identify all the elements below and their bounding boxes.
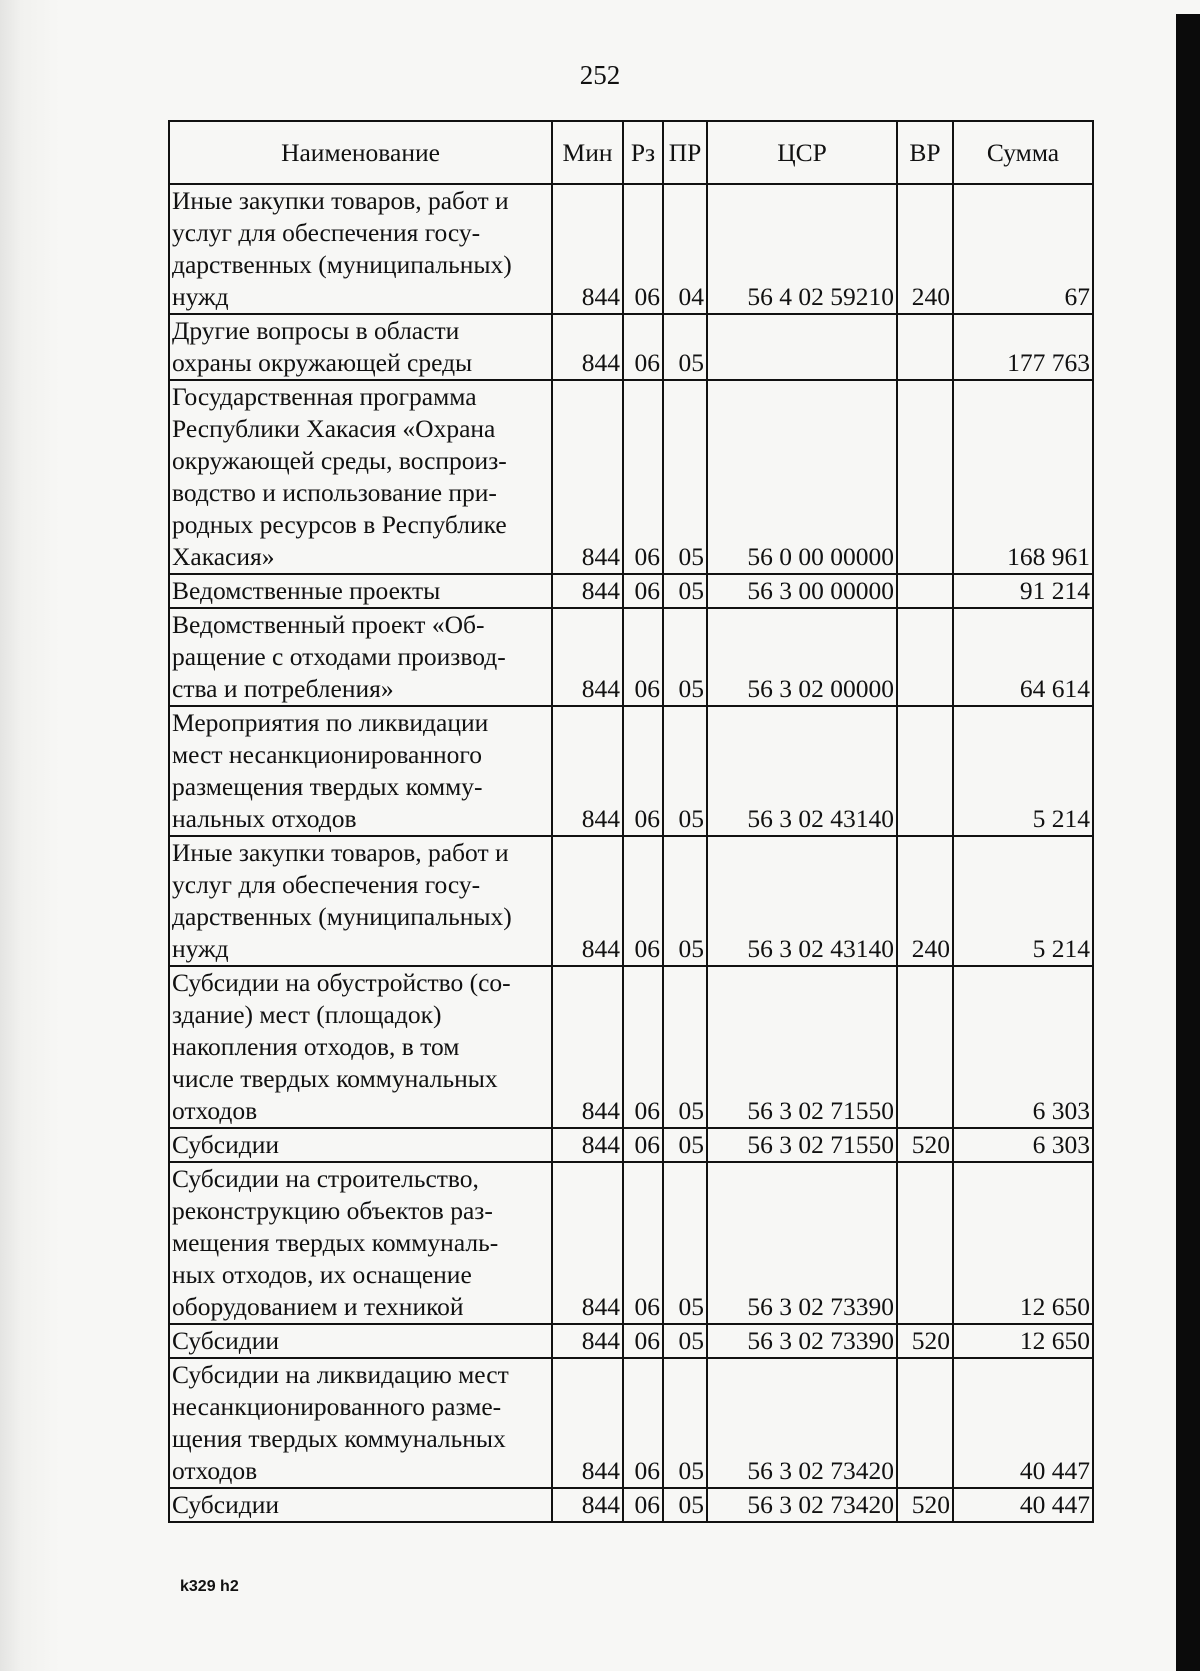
table-row <box>169 1162 1093 1324</box>
row-sum: 12 650 <box>953 1324 1093 1358</box>
table-row <box>169 184 1093 314</box>
row-csr: 56 4 02 59210 <box>707 184 897 314</box>
row-rz: 06 <box>623 608 663 706</box>
row-name: Иные закупки товаров, работ и услуг для обеспечения госу- дарственных (муниципальных) нужд <box>169 184 552 314</box>
row-pr: 05 <box>663 314 707 380</box>
row-pr: 05 <box>663 1488 707 1522</box>
row-pr: 04 <box>663 184 707 314</box>
row-name: Субсидии на обустройство (со- здание) мест (площадок) накопления отходов, в том числе твердых коммунальных отходов <box>169 966 552 1128</box>
table-row <box>169 1358 1093 1488</box>
table-row <box>169 314 1093 380</box>
row-min: 844 <box>552 706 623 836</box>
table-row <box>169 1128 1093 1162</box>
header-min: Мин <box>552 121 623 184</box>
header-name: Наименование <box>169 121 552 184</box>
row-name: Субсидии <box>169 1488 552 1522</box>
row-sum: 40 447 <box>953 1358 1093 1488</box>
table-row <box>169 608 1093 706</box>
row-name: Другие вопросы в области охраны окружающей среды <box>169 314 552 380</box>
row-name: Иные закупки товаров, работ и услуг для обеспечения госу- дарственных (муниципальных) нужд <box>169 836 552 966</box>
row-csr <box>707 314 897 380</box>
row-min: 844 <box>552 184 623 314</box>
row-csr: 56 3 02 73390 <box>707 1162 897 1324</box>
row-min: 844 <box>552 608 623 706</box>
row-pr: 05 <box>663 380 707 574</box>
row-sum: 6 303 <box>953 966 1093 1128</box>
row-name: Субсидии <box>169 1324 552 1358</box>
row-pr: 05 <box>663 608 707 706</box>
table-row <box>169 380 1093 574</box>
row-vr: 240 <box>897 184 953 314</box>
row-rz: 06 <box>623 574 663 608</box>
row-vr <box>897 314 953 380</box>
row-vr <box>897 380 953 574</box>
header-csr: ЦСР <box>707 121 897 184</box>
row-sum: 67 <box>953 184 1093 314</box>
row-name: Субсидии на строительство, реконструкцию объектов раз- мещения твердых коммуналь- ных отходов, их оснащение оборудованием и техникой <box>169 1162 552 1324</box>
row-csr: 56 3 00 00000 <box>707 574 897 608</box>
row-sum: 5 214 <box>953 836 1093 966</box>
row-sum: 12 650 <box>953 1162 1093 1324</box>
row-rz: 06 <box>623 1128 663 1162</box>
row-rz: 06 <box>623 314 663 380</box>
header-pr: ПР <box>663 121 707 184</box>
row-pr: 05 <box>663 1162 707 1324</box>
row-rz: 06 <box>623 1358 663 1488</box>
row-vr: 520 <box>897 1488 953 1522</box>
row-sum: 168 961 <box>953 380 1093 574</box>
scan-left-edge <box>0 0 60 1671</box>
row-csr: 56 3 02 43140 <box>707 706 897 836</box>
row-min: 844 <box>552 574 623 608</box>
row-rz: 06 <box>623 706 663 836</box>
row-csr: 56 0 00 00000 <box>707 380 897 574</box>
row-pr: 05 <box>663 574 707 608</box>
row-vr: 240 <box>897 836 953 966</box>
row-csr: 56 3 02 71550 <box>707 966 897 1128</box>
row-pr: 05 <box>663 966 707 1128</box>
footer-document-code: k329 h2 <box>180 1578 239 1595</box>
scan-right-border <box>1176 14 1200 1671</box>
row-min: 844 <box>552 1358 623 1488</box>
table-row <box>169 836 1093 966</box>
row-vr <box>897 574 953 608</box>
row-min: 844 <box>552 966 623 1128</box>
row-rz: 06 <box>623 1324 663 1358</box>
row-csr: 56 3 02 73420 <box>707 1358 897 1488</box>
header-sum: Сумма <box>953 121 1093 184</box>
budget-table <box>168 120 1094 1523</box>
row-vr: 520 <box>897 1128 953 1162</box>
row-vr <box>897 1162 953 1324</box>
row-name: Ведомственный проект «Об- ращение с отходами производ- ства и потребления» <box>169 608 552 706</box>
row-sum: 6 303 <box>953 1128 1093 1162</box>
row-name: Субсидии <box>169 1128 552 1162</box>
row-csr: 56 3 02 73420 <box>707 1488 897 1522</box>
row-vr <box>897 706 953 836</box>
table-row <box>169 966 1093 1128</box>
table-row <box>169 1324 1093 1358</box>
row-rz: 06 <box>623 836 663 966</box>
row-pr: 05 <box>663 1324 707 1358</box>
table-header-row <box>169 121 1093 184</box>
row-sum: 5 214 <box>953 706 1093 836</box>
table-row <box>169 1488 1093 1522</box>
row-name: Мероприятия по ликвидации мест несанкционированного размещения твердых комму- нальных отходов <box>169 706 552 836</box>
header-vr: ВР <box>897 121 953 184</box>
row-pr: 05 <box>663 836 707 966</box>
table-row <box>169 574 1093 608</box>
row-min: 844 <box>552 380 623 574</box>
row-csr: 56 3 02 71550 <box>707 1128 897 1162</box>
row-min: 844 <box>552 314 623 380</box>
row-vr <box>897 966 953 1128</box>
row-pr: 05 <box>663 1128 707 1162</box>
row-rz: 06 <box>623 1162 663 1324</box>
row-rz: 06 <box>623 966 663 1128</box>
row-csr: 56 3 02 00000 <box>707 608 897 706</box>
row-rz: 06 <box>623 184 663 314</box>
page-number: 252 <box>579 60 621 90</box>
row-rz: 06 <box>623 380 663 574</box>
row-vr <box>897 1358 953 1488</box>
row-csr: 56 3 02 43140 <box>707 836 897 966</box>
row-sum: 91 214 <box>953 574 1093 608</box>
row-name: Субсидии на ликвидацию мест несанкционированного разме- щения твердых коммунальных отходов <box>169 1358 552 1488</box>
row-rz: 06 <box>623 1488 663 1522</box>
row-min: 844 <box>552 1162 623 1324</box>
row-sum: 64 614 <box>953 608 1093 706</box>
row-pr: 05 <box>663 1358 707 1488</box>
row-csr: 56 3 02 73390 <box>707 1324 897 1358</box>
row-min: 844 <box>552 1128 623 1162</box>
row-vr: 520 <box>897 1324 953 1358</box>
row-sum: 177 763 <box>953 314 1093 380</box>
table-row <box>169 706 1093 836</box>
row-name: Государственная программа Республики Хакасия «Охрана окружающей среды, воспроиз- водство и использование при- родных ресурсов в Республике Хакасия» <box>169 380 552 574</box>
row-min: 844 <box>552 1488 623 1522</box>
row-pr: 05 <box>663 706 707 836</box>
row-min: 844 <box>552 836 623 966</box>
header-rz: Рз <box>623 121 663 184</box>
row-name: Ведомственные проекты <box>169 574 552 608</box>
row-min: 844 <box>552 1324 623 1358</box>
row-vr <box>897 608 953 706</box>
row-sum: 40 447 <box>953 1488 1093 1522</box>
